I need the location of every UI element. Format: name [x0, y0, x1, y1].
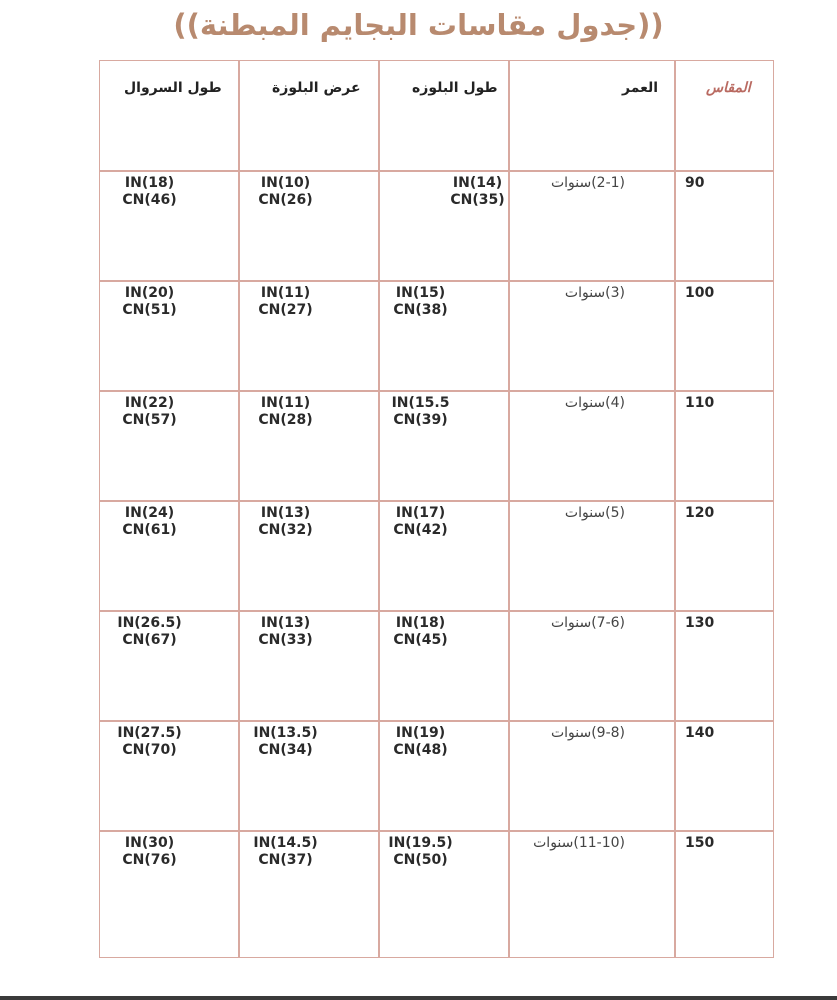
cm-value: CN(38) — [393, 302, 448, 318]
blouse-width-value — [248, 285, 323, 319]
table-divider — [238, 60, 240, 958]
inch-value: IN(24) — [124, 505, 175, 521]
table-divider — [99, 720, 774, 722]
cm-value: CN(33) — [258, 632, 313, 648]
inch-value: IN(18) — [395, 615, 446, 631]
table-divider — [99, 280, 774, 282]
cm-value: CN(57) — [122, 412, 177, 428]
age-value: (3)سنوات — [564, 285, 625, 301]
cm-value: CN(50) — [393, 852, 448, 868]
inch-value: IN(18) — [124, 175, 175, 191]
blouse-width-value — [248, 505, 323, 539]
inch-value: IN(11) — [260, 285, 311, 301]
blouse-width-value — [248, 395, 323, 429]
cm-value: CN(61) — [122, 522, 177, 538]
age-value: (7-6)سنوات — [550, 615, 625, 631]
cm-value: CN(51) — [122, 302, 177, 318]
blouse-length-value — [383, 505, 458, 539]
table-divider — [99, 170, 774, 172]
age-value: (2-1)سنوات — [550, 175, 625, 191]
inch-value: IN(30) — [124, 835, 175, 851]
blouse-width-value — [248, 175, 323, 209]
inch-value: IN(19) — [395, 725, 446, 741]
pants-length-value — [112, 835, 187, 869]
inch-value: IN(13.5) — [253, 725, 318, 741]
cm-value: CN(46) — [122, 192, 177, 208]
inch-value: IN(13) — [260, 615, 311, 631]
inch-value: IN(11) — [260, 395, 311, 411]
blouse-length-value — [383, 725, 458, 759]
blouse-length-value — [383, 395, 458, 429]
blouse-length-value — [383, 615, 458, 649]
size-value: 130 — [685, 615, 715, 631]
cm-value: CN(70) — [122, 742, 177, 758]
cm-value: CN(45) — [393, 632, 448, 648]
table-divider — [99, 500, 774, 502]
header-blouse-width: عرض البلوزة — [272, 80, 361, 96]
cm-value: CN(27) — [258, 302, 313, 318]
cm-value: CN(35) — [450, 192, 505, 208]
age-value: (5)سنوات — [564, 505, 625, 521]
cm-value: CN(67) — [122, 632, 177, 648]
table-divider — [99, 610, 774, 612]
cm-value: CN(42) — [393, 522, 448, 538]
table-divider — [674, 60, 676, 958]
inch-value: IN(14.5) — [253, 835, 318, 851]
size-value: 100 — [685, 285, 715, 301]
inch-value: IN(17) — [395, 505, 446, 521]
pants-length-value — [112, 175, 187, 209]
table-divider — [99, 390, 774, 392]
cm-value: CN(32) — [258, 522, 313, 538]
inch-value: IN(10) — [260, 175, 311, 191]
table-divider — [99, 830, 774, 832]
pants-length-value — [112, 615, 187, 649]
size-value: 140 — [685, 725, 715, 741]
cm-value: CN(48) — [393, 742, 448, 758]
inch-value: IN(27.5) — [117, 725, 182, 741]
header-age: العمر — [622, 80, 659, 96]
table-divider — [378, 60, 380, 958]
age-value: (9-8)سنوات — [550, 725, 625, 741]
bottom-border — [0, 996, 837, 1000]
age-value: (11-10)سنوات — [533, 835, 625, 851]
inch-value: IN(19.5) — [388, 835, 453, 851]
blouse-length-value — [383, 285, 458, 319]
size-value: 90 — [685, 175, 705, 191]
cm-value: CN(76) — [122, 852, 177, 868]
page-title: ((جدول مقاسات البجايم المبطنة)) — [173, 8, 664, 42]
inch-value: IN(22) — [124, 395, 175, 411]
inch-value: IN(14) — [452, 175, 503, 191]
inch-value: IN(13) — [260, 505, 311, 521]
size-value: 110 — [685, 395, 715, 411]
blouse-width-value — [248, 615, 323, 649]
cm-value: CN(34) — [258, 742, 313, 758]
header-pants-length: طول السروال — [124, 80, 222, 96]
pants-length-value — [112, 395, 187, 429]
cm-value: CN(26) — [258, 192, 313, 208]
inch-value: IN(15.5 — [391, 395, 450, 411]
cm-value: CN(37) — [258, 852, 313, 868]
header-size: المقاس — [706, 80, 751, 96]
blouse-length-value — [383, 835, 458, 869]
blouse-length-value — [440, 175, 515, 209]
cm-value: CN(28) — [258, 412, 313, 428]
inch-value: IN(26.5) — [117, 615, 182, 631]
pants-length-value — [112, 725, 187, 759]
cm-value: CN(39) — [393, 412, 448, 428]
blouse-width-value — [248, 725, 323, 759]
inch-value: IN(15) — [395, 285, 446, 301]
inch-value: IN(20) — [124, 285, 175, 301]
blouse-width-value — [248, 835, 323, 869]
size-value: 120 — [685, 505, 715, 521]
pants-length-value — [112, 285, 187, 319]
header-blouse-length: طول البلوزه — [412, 80, 498, 96]
pants-length-value — [112, 505, 187, 539]
size-value: 150 — [685, 835, 715, 851]
age-value: (4)سنوات — [564, 395, 625, 411]
